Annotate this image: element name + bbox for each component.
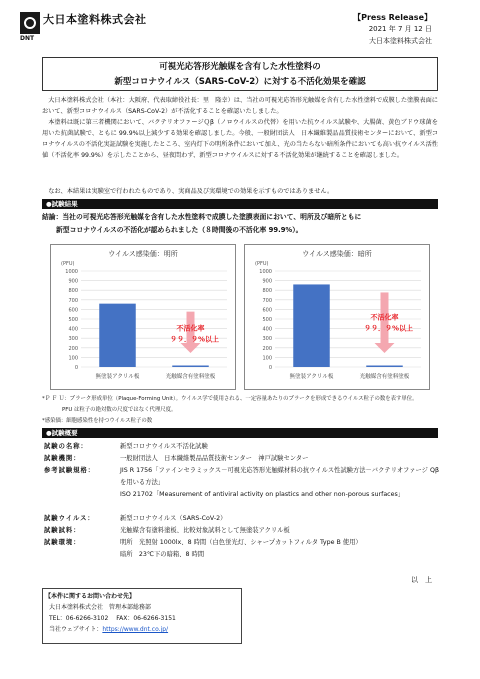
overview-row-label: 試験環境： [44, 539, 81, 546]
chart-title: ウイルス感染価：明所 [108, 250, 178, 258]
chart-dark [244, 244, 430, 390]
y-tick-label: 700 [262, 297, 272, 304]
document-title [42, 57, 438, 91]
y-tick-label: 400 [262, 326, 272, 333]
y-tick-label: 200 [262, 345, 272, 352]
overview-row-label: 試験ウイルス： [44, 515, 95, 522]
bar [293, 284, 330, 367]
overview-section-bar: ●試験概要 [42, 428, 438, 438]
y-tick-label: 600 [68, 307, 78, 314]
overview-row-value: ISO 21702「Measurement of antiviral activity on plastics and other non-porous surfaces」 [120, 491, 405, 498]
bar [99, 304, 136, 367]
y-tick-label: 700 [68, 297, 78, 304]
annotation-label: 不活化率 [370, 313, 399, 322]
y-tick-label: 1000 [65, 269, 78, 275]
chart-light-plot [51, 245, 235, 389]
results-section-bar: ●試験結果 [42, 199, 438, 209]
press-release-label: 【Press Release】 [353, 13, 432, 22]
y-tick-label: 100 [262, 355, 272, 362]
y-tick-label: 200 [68, 345, 78, 352]
company-logo-icon [20, 12, 40, 34]
annotation-label: 不活化率 [176, 324, 205, 333]
title-line-1: 可視光応答形光触媒を含有した水性塗料の [159, 62, 321, 72]
y-tick-label: 600 [262, 307, 272, 314]
y-axis-unit-label: (PFU) [255, 261, 269, 267]
issuing-company: 大日本塗料株式会社 [369, 37, 432, 45]
overview-row [44, 537, 444, 549]
overview-row [44, 453, 444, 465]
overview-row [44, 549, 444, 561]
y-tick-label: 0 [268, 365, 272, 371]
overview-row-value: JIS R 1756「ファインセラミックス－可視光応答形光触媒材料の抗ウイルス性試験方法－バクテリオファージ Qβ を用いる方法」 [120, 467, 439, 486]
y-tick-label: 800 [262, 288, 272, 295]
footnote-pfu-note: PFU は粒子の絶対数の尺度ではなく代理尺度。 [62, 407, 177, 413]
website-label: 当社ウェブサイト： [49, 626, 103, 633]
footnote-infectivity: *感染価：細胞感染性を持つウイルス粒子の数 [42, 418, 153, 424]
chart-title: ウイルス感染価：暗所 [302, 250, 372, 258]
intro-paragraph-1: 大日本塗料株式会社（本社：大阪府、代表取締役社長：里 隆幸）は、当社の可視光応答形光触媒を含有した水性塗料で成膜した塗膜表面において、新型コロナウイルス（SARS-CoV-2）が不活化することを確認いたしました。 [42, 97, 438, 115]
contact-phone-fax: TEL：06-6266-3102 FAX：06-6266-3151 [49, 615, 176, 622]
overview-row-label: 試験試料： [44, 527, 81, 534]
y-tick-label: 300 [68, 336, 78, 343]
overview-row-label: 試験の名称： [44, 443, 88, 450]
website-link[interactable]: https://www.dnt.co.jp/ [102, 626, 169, 633]
annotation-value: ９９．９%以上 [169, 335, 220, 344]
y-tick-label: 500 [68, 317, 78, 323]
overview-row-value: 新型コロナウイルス不活化試験 [120, 443, 208, 450]
overview-row [44, 441, 444, 453]
bar [366, 366, 403, 368]
release-date: 2021 年 7 月 12 日 [368, 25, 432, 33]
y-tick-label: 800 [68, 288, 78, 295]
overview-row-label: 試験機関： [44, 455, 81, 462]
intro-paragraph-3: なお、本結果は実験室で行われたものであり、実商品及び実環境での効果を示すものではありません。 [48, 188, 334, 195]
logo-company-name: 大日本塗料株式会社 [43, 13, 147, 26]
overview-row-value: 暗所 23℃下の暗箱、8 時間 [120, 551, 205, 558]
y-tick-label: 1000 [259, 269, 272, 275]
y-tick-label: 400 [68, 326, 78, 333]
overview-row [44, 465, 444, 489]
overview-row [44, 525, 444, 537]
overview-row-value: 光触媒含有塗料塗板、比較対象試料として無塗装アクリル板 [120, 527, 290, 534]
y-tick-label: 300 [262, 336, 272, 343]
x-tick-label: 無塗装アクリル板 [289, 374, 334, 380]
x-tick-label: 無塗装アクリル板 [95, 374, 140, 380]
conclusion-line-2: 新型コロナウイルスの不活化が認められました（８時間後の不活化率 99.9%）。 [56, 226, 303, 234]
title-line-2: 新型コロナウイルス（SARS-CoV-2）に対する不活化効果を確認 [114, 77, 366, 87]
x-tick-label: 光触媒含有塗料塗板 [359, 374, 410, 380]
overview-row-value: 新型コロナウイルス（SARS-CoV-2） [120, 515, 227, 522]
contact-department: 大日本塗料株式会社 管理本部総務部 [49, 604, 152, 611]
overview-row-label: 参考試験規格： [44, 467, 96, 474]
x-tick-label: 光触媒含有塗料塗板 [165, 374, 216, 380]
overview-row-value: 明所 光照射 1000lx、8 時間（白色蛍光灯、シャープカットフィルタ Type B 使用） [120, 539, 362, 546]
chart-light [50, 244, 236, 390]
contact-website [49, 624, 235, 635]
footnote-pfu: *Ｐ Ｆ Ｕ：プラーク形成単位（Plaque-Forming Unit）。ウイルス学で使用される、一定容量あたりのプラークを形成できるウイルス粒子の数を表す単位。 [42, 396, 418, 402]
y-tick-label: 0 [74, 365, 78, 371]
y-tick-label: 900 [262, 278, 272, 285]
contact-header: 【本件に関するお問い合わせ先】 [45, 593, 136, 600]
end-mark: 以 上 [411, 576, 432, 584]
y-tick-label: 900 [68, 278, 78, 285]
bar [172, 366, 209, 368]
overview-row-value: 一般財団法人 日本繊維製品品質技術センター 神戸試験センター [120, 455, 309, 462]
y-axis-unit-label: (PFU) [61, 261, 75, 267]
contact-box [42, 588, 242, 644]
y-tick-label: 100 [68, 355, 78, 362]
chart-dark-plot [245, 245, 429, 389]
intro-paragraph-2: 本塗料は既に第三者機関において、バクテリオファージＱβ（ノロウイルスの代替）を用いた抗ウイルス試験や、大腸菌、黄色ブドウ球菌を用いた抗菌試験で、ともに 99.9%以上減少する効果を確認しました。今般、一般財団法人 日本繊維製品品質技術センターにおいて、新型コロナウイルスの不活化実証試験を実施したところ、室内灯下の明所条件において加え、光の当たらない暗所条件においても高い抗ウイルス活性値（不活化率 99.9%）を示したことから、昼夜問わず、新型コロナウイルスに対する不活化効果が継続することを確認しました。 [42, 119, 438, 159]
conclusion-line-1: 結論：当社の可視光応答形光触媒を含有した水性塗料で成膜した塗膜表面において、明所及び暗所ともに [42, 213, 362, 221]
annotation-value: ９９．９%以上 [363, 324, 414, 333]
overview-row [44, 513, 444, 525]
overview-row [44, 489, 444, 513]
y-tick-label: 500 [262, 317, 272, 323]
logo-abbreviation: DNT [20, 35, 35, 42]
